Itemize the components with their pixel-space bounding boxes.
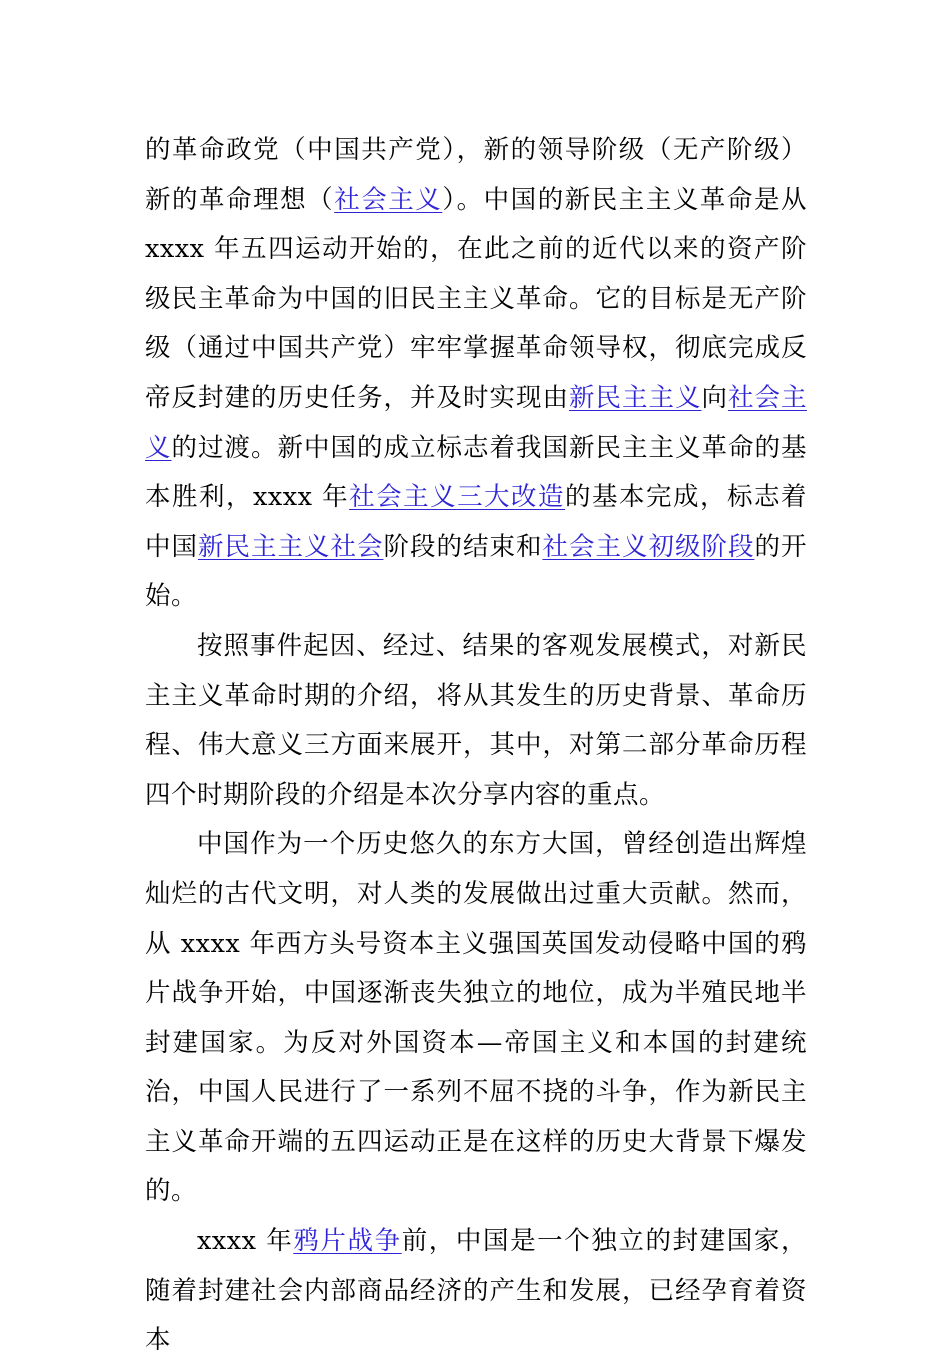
text-run: 阶段的结束和: [383, 531, 543, 562]
hyperlink[interactable]: 社会主义: [145, 382, 807, 463]
text-run: 前，中国是一个独立的封建国家，随着封建社会内部商品经济的产生和发展，已经孕育着资本: [145, 1226, 807, 1356]
hyperlink[interactable]: 新民主主义社会: [198, 531, 384, 562]
hyperlink[interactable]: 社会主义: [334, 184, 443, 215]
text-run: 的过渡。新中国的成立标志着我国新民主主义革命的基本胜利，xxxx 年: [145, 432, 807, 513]
paragraph-3: [145, 820, 807, 1217]
document-body: [145, 126, 807, 1366]
hyperlink[interactable]: 新民主主义: [568, 382, 702, 413]
text-run: xxxx 年: [197, 1226, 294, 1257]
text-run: 的革命政党（中国共产党），新的领导阶级（无产阶级）新的革命理想（: [145, 135, 807, 215]
hyperlink[interactable]: 鸦片战争: [293, 1226, 402, 1257]
text-run: ）。中国的新民主主义革命是从 xxxx 年五四运动开始的，在此之前的近代以来的资产阶级民主革命为中国的旧民主主义革命。它的目标是无产阶级（通过中国共产党）牢牢掌握革命领导权，彻底完成反帝反封建的历史任务，并及时实现由: [145, 184, 807, 413]
hyperlink[interactable]: 社会主义初级阶段: [542, 531, 755, 562]
text-run: 向: [701, 382, 728, 413]
text-run: 中国作为一个历史悠久的东方大国，曾经创造出辉煌灿烂的古代文明，对人类的发展做出过重大贡献。然而，从 xxxx 年西方头号资本主义强国英国发动侵略中国的鸦片战争开始，中国逐渐丧失独立的地位，成为半殖民地半封建国家。为反对外国资本—帝国主义和本国的封建统治，中国人民进行了一系列不屈不挠的斗争，作为新民主主义革命开端的五四运动正是在这样的历史大背景下爆发的。: [145, 829, 807, 1207]
hyperlink[interactable]: 社会主义三大改造: [349, 482, 566, 513]
text-run: 按照事件起因、经过、结果的客观发展模式，对新民主主义革命时期的介绍，将从其发生的历史背景、革命历程、伟大意义三方面来展开，其中，对第二部分革命历程四个时期阶段的介绍是本次分享内容的重点。: [145, 630, 807, 810]
paragraph-2: [145, 622, 807, 820]
text-run: 的开始。: [145, 531, 807, 612]
text-run: 的基本完成，标志着中国: [145, 482, 807, 562]
paragraph-1: [145, 126, 807, 622]
